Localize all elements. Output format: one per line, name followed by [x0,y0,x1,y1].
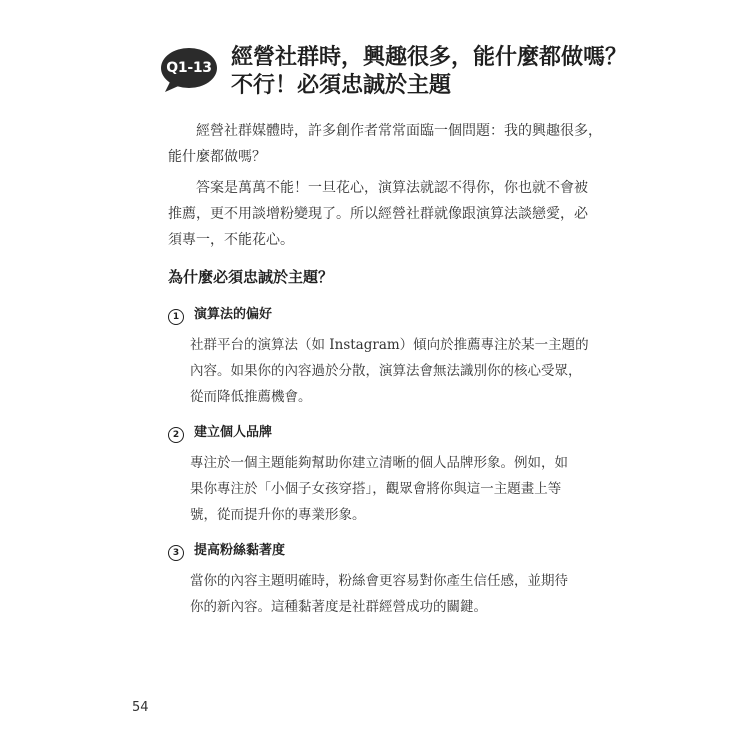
circled-number-1: 1 [168,309,184,325]
item-title: 演算法的偏好 [194,307,273,322]
question-badge [161,48,223,92]
text-line: 社群平台的演算法（如 Instagram）傾向於推薦專注於某一主題的 [190,337,589,353]
title-line-2: 不行！必須忠誠於主題 [231,73,452,98]
page-title [231,44,631,100]
text-line: 答案是萬萬不能！一旦花心，演算法就認不得你，你也就不會被 [196,180,588,196]
item-title: 提高粉絲黏著度 [194,543,286,558]
item-body-1 [190,332,610,410]
intro-paragraph-2 [168,175,608,253]
text-line: 從而降低推薦機會。 [190,389,312,405]
item-body-3 [190,568,610,620]
text-line: 經營社群媒體時，許多創作者常常面臨一個問題：我的興趣很多， [196,123,602,139]
section-heading: 為什麼必須忠誠於主題？ [168,268,334,286]
text-line: 你的新內容。這種黏著度是社群經營成功的關鍵。 [190,599,487,615]
page-number: 54 [132,700,149,715]
intro-paragraph-1 [168,118,608,170]
text-line: 專注於一個主題能夠幫助你建立清晰的個人品牌形象。例如，如 [190,455,568,471]
text-line: 內容。如果你的內容過於分散，演算法會無法識別你的核心受眾， [190,363,582,379]
circled-number-3: 3 [168,545,184,561]
text-line: 當你的內容主題明確時，粉絲會更容易對你產生信任感，並期待 [190,573,568,589]
item-heading-1 [168,303,272,325]
text-line: 推薦，更不用談增粉變現了。所以經營社群就像跟演算法談戀愛，必 [168,206,588,222]
item-title: 建立個人品牌 [194,425,273,440]
item-heading-3 [168,539,285,561]
circled-number-2: 2 [168,427,184,443]
text-line: 號，從而提升你的專業形象。 [190,507,366,523]
text-line: 果你專注於「小個子女孩穿搭」，觀眾會將你與這一主題畫上等 [190,481,562,497]
item-body-2 [190,450,610,528]
text-line: 須專一，不能花心。 [168,232,294,248]
question-badge-label: Q1-13 [166,60,212,76]
title-line-1: 經營社群時，興趣很多，能什麼都做嗎？ [231,45,628,70]
text-line: 能什麼都做嗎？ [168,149,266,165]
item-heading-2 [168,421,272,443]
